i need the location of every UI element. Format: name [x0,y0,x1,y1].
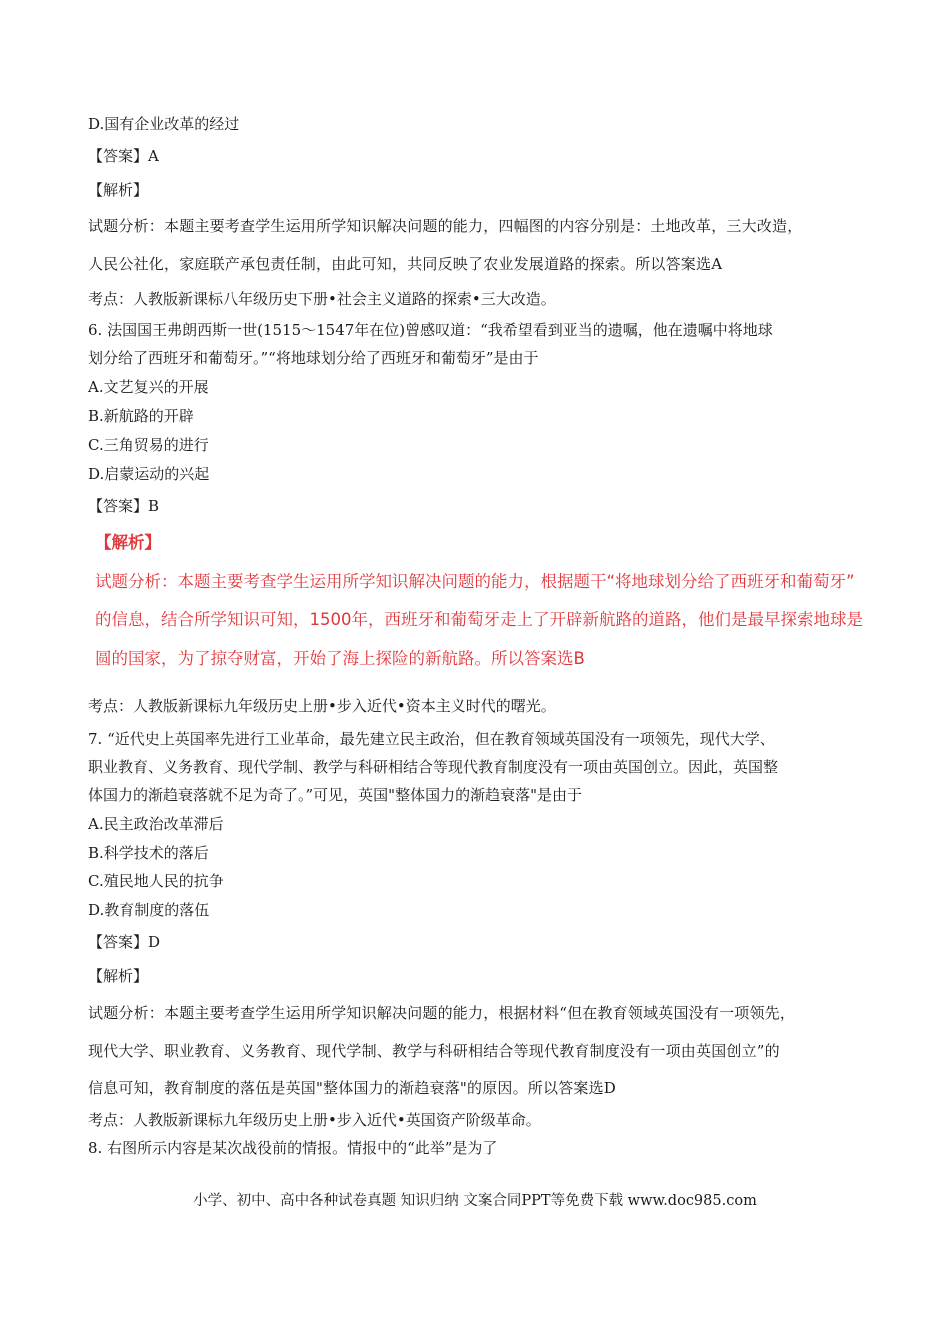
q6-analysis-label: 【解析】 [95,533,161,552]
q5-analysis-label: 【解析】 [88,181,149,199]
q5-analysis-line-1: 试题分析：本题主要考查学生运用所学知识解决问题的能力，四幅图的内容分别是：土地改革，三大改造， [88,217,803,235]
q5-exam-point: 考点：人教版新课标八年级历史下册•社会主义道路的探索•三大改造。 [88,290,556,308]
q7-stem-line-2: 职业教育、义务教育、现代学制、教学与科研相结合等现代教育制度没有一项由英国创立。因此，英国整 [88,758,779,776]
q7-option-c: C.殖民地人民的抗争 [88,872,224,890]
q7-answer: 【答案】D [88,933,161,951]
q7-analysis-label: 【解析】 [88,967,149,985]
q6-stem-line-2: 划分给了西班牙和葡萄牙。”“将地球划分给了西班牙和葡萄牙”是由于 [88,349,539,367]
q7-analysis-line-3: 信息可知，教育制度的落伍是英国"整体国力的渐趋衰落"的原因。所以答案选D [88,1079,617,1097]
q6-option-a: A.文艺复兴的开展 [88,378,209,396]
q6-answer: 【答案】B [88,497,160,515]
q6-option-d: D.启蒙运动的兴起 [88,465,210,483]
q7-analysis-line-2: 现代大学、职业教育、义务教育、现代学制、教学与科研相结合等现代教育制度没有一项由英国创立”的 [88,1042,780,1060]
q7-option-a: A.民主政治改革滞后 [88,815,224,833]
q6-exam-point: 考点：人教版新课标九年级历史上册•步入近代•资本主义时代的曙光。 [88,697,556,715]
q6-stem-line-1: 6. 法国国王弗朗西斯一世(1515～1547年在位)曾感叹道：“我希望看到亚当的遗嘱，他在遗嘱中将地球 [88,321,773,339]
page-footer: 小学、初中、高中各种试卷真题 知识归纳 文案合同PPT等免费下载 www.doc985.com [193,1193,757,1209]
q8-stem: 8. 右图所示内容是某次战役前的情报。情报中的“此举”是为了 [88,1139,498,1157]
q6-analysis-line-2: 的信息，结合所学知识可知，1500年，西班牙和葡萄牙走上了开辟新航路的道路，他们是最早探索地球是 [95,610,863,629]
q6-option-c: C.三角贸易的进行 [88,436,209,454]
q6-option-b: B.新航路的开辟 [88,407,194,425]
q5-analysis-line-2: 人民公社化，家庭联产承包责任制，由此可知，共同反映了农业发展道路的探索。所以答案选A [88,255,723,273]
q7-exam-point: 考点：人教版新课标九年级历史上册•步入近代•英国资产阶级革命。 [88,1111,541,1129]
q5-answer: 【答案】A [88,147,159,165]
q7-stem-line-1: 7. “近代史上英国率先进行工业革命，最先建立民主政治，但在教育领域英国没有一项领先，现代大学、 [88,730,775,748]
q5-option-d: D.国有企业改革的经过 [88,115,240,133]
q6-analysis-line-1: 试题分析：本题主要考查学生运用所学知识解决问题的能力，根据题干“将地球划分给了西班牙和葡萄牙” [95,572,855,591]
q6-analysis-line-3: 圆的国家，为了掠夺财富，开始了海上探险的新航路。所以答案选B [95,649,585,668]
q7-stem-line-3: 体国力的渐趋衰落就不足为奇了。”可见，英国"整体国力的渐趋衰落"是由于 [88,786,582,804]
q7-option-b: B.科学技术的落后 [88,844,209,862]
q7-option-d: D.教育制度的落伍 [88,901,210,919]
q7-analysis-line-1: 试题分析：本题主要考查学生运用所学知识解决问题的能力，根据材料“但在教育领域英国没有一项领先， [88,1004,796,1022]
